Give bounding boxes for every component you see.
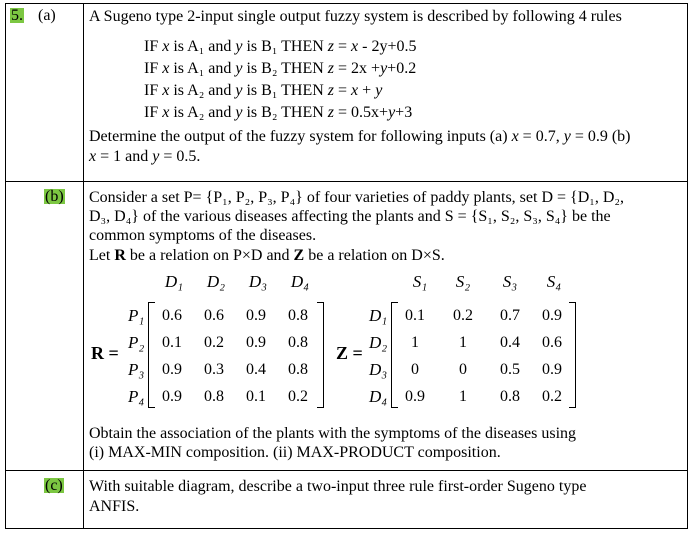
matrix-r-cell: 0.4 [246,361,266,378]
matrix-r-cell: 0.9 [246,307,266,324]
matrix-r-cell: 0.1 [246,388,266,405]
matrix-z-name: Z = [336,343,363,363]
part-b-para-line3: common symptoms of the diseases. [89,227,317,244]
matrix-r-cell: 0.8 [288,334,308,351]
matrix-r-col-header: D₂ [206,272,226,291]
matrix-z-cell: 1 [411,334,419,351]
matrix-z-cell: 0.6 [542,334,562,351]
matrix-r-col-header: D₃ [248,272,268,291]
matrix-r-cell: 0.6 [162,307,182,324]
part-b-para-line1: Consider a set P= {P₁, P₂, P₃, P₄} of four varieties of paddy plants, set D = {D₁, D₂, [89,189,624,206]
matrix-z-col-header: S₃ [502,272,518,291]
part-b-relation-line [89,246,445,265]
part-a-intro: A Sugeno type 2-input single output fuzzy system is described by following 4 rules [89,8,622,25]
matrix-z-col-header: S₄ [546,272,562,291]
matrix-r-cell: 0.3 [204,361,224,378]
matrix-z-cell: 0.9 [405,388,425,405]
matrix-r-cell: 0.9 [246,334,266,351]
matrix-r-cell: 0.2 [204,334,224,351]
matrix-r-cell: 0.8 [288,361,308,378]
matrix-z-cell: 0.2 [542,388,562,405]
rule-1: IF x is A₁ and y is B₁ THEN z = x - 2y+0.5 [144,38,417,55]
rule-3: IF x is A₂ and y is B₁ THEN z = x + y [144,82,383,99]
matrix-r-row-label: P₂ [128,333,145,352]
matrix-z-cell: 0.9 [542,361,562,378]
matrix-r-cell: 0.1 [162,334,182,351]
matrix-z-cell: 0.4 [500,334,520,351]
matrix-z-cell: 0.2 [453,307,473,324]
question-number [10,7,24,25]
matrix-r-row-label: P₃ [128,360,145,379]
matrix-z-cell: 1 [459,334,467,351]
part-c-line1: With suitable diagram, describe a two-input three rule first-order Sugeno type [89,478,587,495]
part-a-task-line2: x = 1 and y = 0.5. [89,148,201,165]
part-b-obtain-line2: (i) MAX-MIN composition. (ii) MAX-PRODUCT composition. [89,444,501,461]
part-b-label-text: (b) [45,188,64,205]
matrix-r-cell: 0.6 [204,307,224,324]
matrix-r-row-label: P₄ [128,387,145,406]
relation-text: Let R be a relation on P×D and Z be a relation on D×S. [89,247,445,264]
matrix-r-cell: 0.2 [288,388,308,405]
part-b-label [44,188,65,206]
matrix-z-cell: 0.1 [405,307,425,324]
row-divider-b-c [6,470,687,471]
matrix-r-cell: 0.9 [162,361,182,378]
part-c-line2: ANFIS. [89,498,140,515]
matrix-z-cell: 0 [411,361,419,378]
matrix-r-cell: 0.8 [204,388,224,405]
matrix-z-cell: 0.9 [542,307,562,324]
part-a-task-line1: Determine the output of the fuzzy system for following inputs (a) x = 0.7, y = 0.9 (b) [89,128,631,145]
part-b-obtain-line1: Obtain the association of the plants with the symptoms of the diseases using [89,425,577,442]
matrix-r-col-header: D₁ [164,272,184,291]
matrix-r-row-label: P₁ [128,306,145,325]
matrix-z-cell: 0.5 [500,361,520,378]
matrix-z-col-header: S₁ [412,272,428,291]
matrix-r-cell: 0.9 [162,388,182,405]
matrix-z-col-header: S₂ [455,272,471,291]
matrix-z-cell: 0.7 [500,307,520,324]
part-a-label-text: (a) [38,7,56,24]
matrix-r-name: R = [91,343,119,363]
matrix-r-cell: 0.8 [288,307,308,324]
question-number-text: 5. [11,7,23,24]
matrix-z-cell: 0 [459,361,467,378]
part-b-para-line2: D₃, D₄} of the various diseases affecting the plants and S = {S₁, S₂, S₃, S₄} be the [89,208,611,225]
part-c-label [44,477,64,495]
row-divider-a-b [6,181,687,182]
rule-2: IF x is A₁ and y is B₂ THEN z = 2x +y+0.2 [144,60,417,77]
matrix-z-row-label: D₄ [369,387,388,406]
matrix-z-cell: 1 [459,388,467,405]
part-a-label [38,7,56,25]
rule-4: IF x is A₂ and y is B₂ THEN z = 0.5x+y+3 [144,104,413,121]
matrix-r-col-header: D₄ [290,272,310,291]
part-c-label-text: (c) [45,477,63,494]
matrix-z-row-label: D₁ [369,306,388,325]
matrix-z-row-label: D₃ [369,360,388,379]
matrix-z-row-label: D₂ [369,333,388,352]
column-divider [83,4,84,528]
matrix-z-cell: 0.8 [500,388,520,405]
